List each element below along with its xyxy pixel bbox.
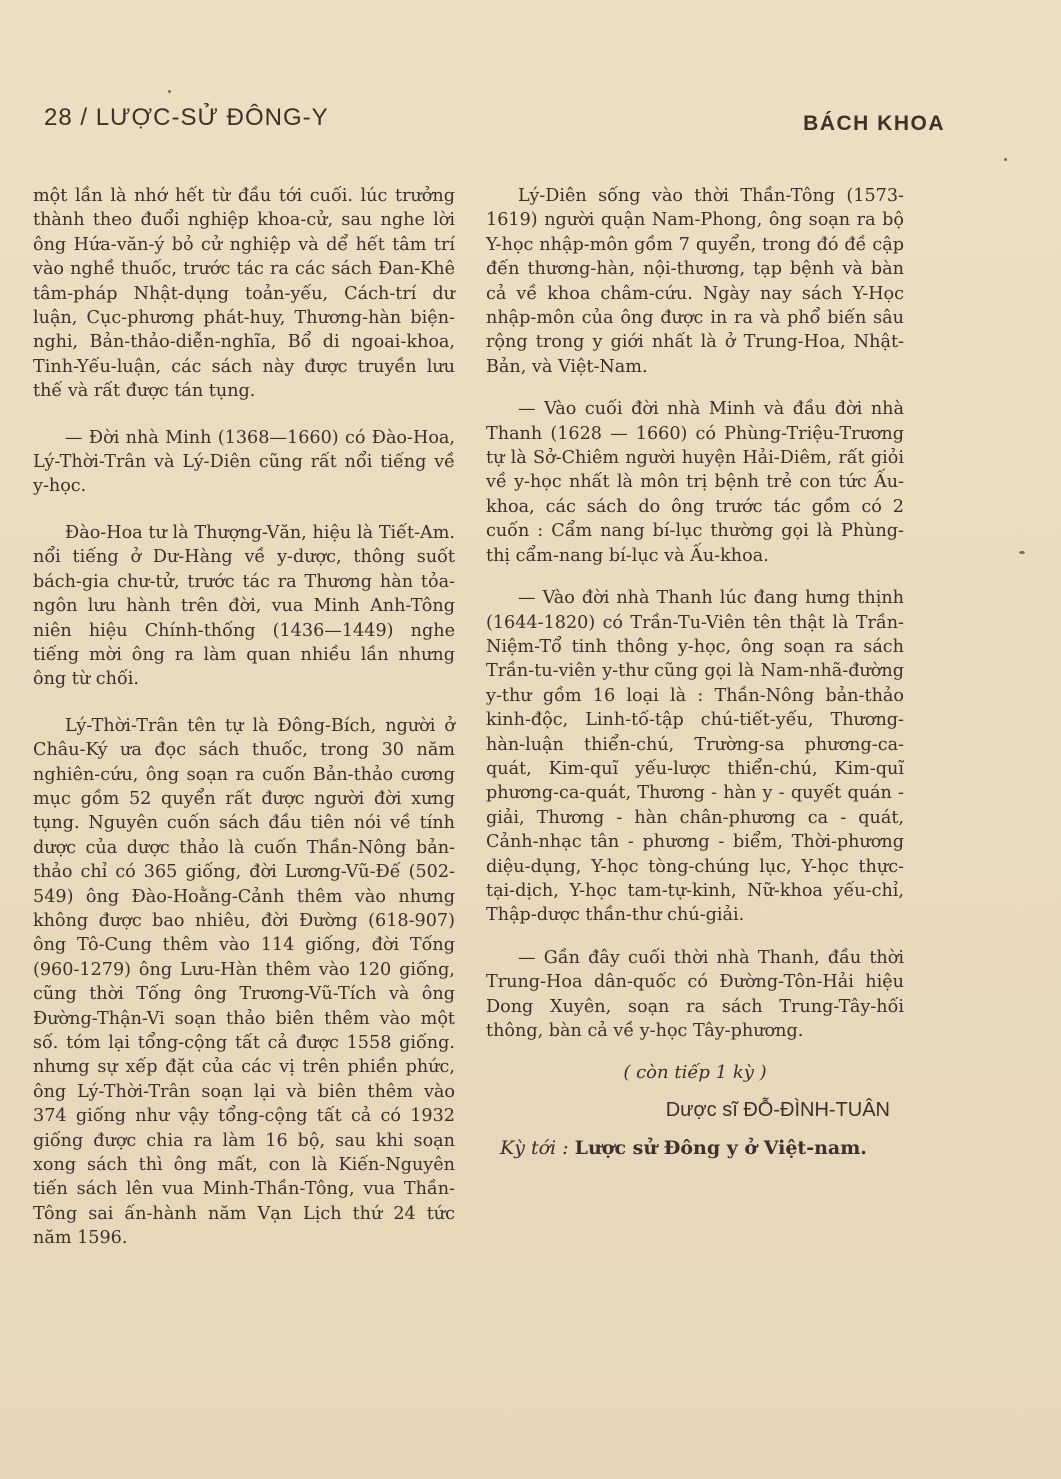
next-issue-label: Kỳ tới : [500,1137,569,1160]
left-column [33,184,455,1273]
running-head [44,104,1061,144]
print-speck [168,90,171,93]
next-issue [500,1136,904,1161]
next-issue-title: Lược sử Đông y ở Việt-nam. [574,1137,867,1160]
author-signature: Dược sĩ ĐỖ-ĐÌNH-TUÂN [665,1098,890,1121]
paragraph: Đào-Hoa tư là Thượng-Văn, hiệu là Tiết-Am. nổi tiếng ở Dư-Hàng về y-dược, thông suốt bách-gia chư-tử, trước tác ra Thương hàn tỏa-ngôn lưu hành trên đời, vua Minh Anh-Tông niên hiệu Chính-thống (1436—1449) nghe tiếng mời ông ra làm quan nhiều lần nhưng ông từ chối. [33,522,455,690]
paragraph: một lần là nhớ hết từ đầu tới cuối. lúc trưởng thành theo đuổi nghiệp khoa-cử, sau nghe lời ông Hứa-văn-ý bỏ cử nghiệp và dể hết tâm trí vào nghề thuốc, trước tác ra các sách Đan-Khê tâm-pháp Nhật-dụng toản-yếu, Cách-trí dư luận, Cục-phương phát-huy, Thương-hàn biện-nghi, Bản-thảo-diễn-nghĩa, Bổ di ngoai-khoa, Tinh-Yếu-luận, các sách này được truyền lưu thế và rất được tán tụng. [33,186,455,402]
page-number-and-title: 28 / LƯỢC-SỬ ĐÔNG-Y [44,104,329,131]
magazine-name: BÁCH KHOA [803,112,945,135]
print-speck [1004,158,1007,161]
paragraph: — Vào cuối đời nhà Minh và đầu đời nhà Thanh (1628 — 1660) có Phùng-Triệu-Trương tự là Sở-Chiêm người huyện Hải-Diêm, rất giỏi về y-học nhất là môn trị bệnh trẻ con tức Ấu-khoa, các sách do ông trước tác gồm có 2 cuốn : Cẩm nang bí-lục thường gọi là Phùng-thị cẩm-nang bí-lục và Ấu-khoa. [486,399,904,566]
paragraph: — Gần đây cuối thời nhà Thanh, đầu thời Trung-Hoa dân-quốc có Đường-Tôn-Hải hiệu Dong Xuyên, soạn ra sách Trung-Tây-hối thông, bàn cả về y-học Tây-phương. [486,947,904,1041]
paragraph: — Đời nhà Minh (1368—1660) có Đào-Hoa, Lý-Thời-Trân và Lý-Diên cũng rất nổi tiếng về y-học. [33,427,455,497]
print-speck [1019,551,1025,554]
paragraph: — Vào đời nhà Thanh lúc đang hưng thịnh (1644-1820) có Trần-Tu-Viên tên thật là Trần-Niệm-Tổ tinh thông y-học, ông soạn ra sách Trần-tu-viên y-thư cũng gọi là Nam-nhã-đường y-thư gồm 16 loại là : Thần-Nông bản-thảo kinh-độc, Linh-tố-tập chú-tiết-yếu, Thương-hàn-luận thiển-chú, Trường-sa phương-ca-quát, Kim-quĩ yếu-lược thiển-chú, Kim-quĩ phương-ca-quát, Thương - hàn y - quyết quán - giải, Thương - hàn chân-phương ca - quát, Cảnh-nhạc tân - phương - biểm, Thời-phương diệu-dụng, Y-học tòng-chúng lục, Y-học thực-tại-dịch, Y-học tam-tự-kinh, Nữ-khoa yếu-chỉ, Thập-dược thần-thư chú-giải. [486,588,904,926]
paragraph: Lý-Diên sống vào thời Thần-Tông (1573-1619) người quận Nam-Phong, ông soạn ra bộ Y-học nhập-môn gồm 7 quyển, trong đó đề cập đến thương-hàn, nội-thương, tạp bệnh và bàn cả về khoa châm-cứu. Ngày nay sách Y-Học nhập-môn của ông được in ra và phổ biến sâu rộng trong y giới nhất là ở Trung-Hoa, Nhật-Bản, và Việt-Nam. [486,186,904,377]
paragraph: Lý-Thời-Trân tên tự là Đông-Bích, người ở Châu-Ký ưa đọc sách thuốc, trong 30 năm nghiên-cứu, ông soạn ra cuốn Bản-thảo cương mục gồm 52 quyển rất được người đời xưng tụng. Nguyên cuốn sách đầu tiên nói về tính dược của dược thảo là cuốn Thần-Nông bản-thảo chỉ có 365 giống, đời Lương-Vũ-Đế (502-549) ông Đào-Hoằng-Cảnh thêm vào nhưng không được bao nhiêu, đời Đường (618-907) ông Tô-Cung thêm vào 114 giống, đời Tống (960-1279) ông Lưu-Hàn thêm vào 120 giống, cũng thời Tống ông Trương-Vũ-Tích và ông Đường-Thận-Vi soạn thảo biên thêm vào một số. tóm lại tổng-cộng tất cả được 1558 giống. nhưng sự xếp đặt của các vị trên phiền phức, ông Lý-Thời-Trân soạn lại và biên thêm vào 374 giống như vậy tổng-cộng tất cả có 1932 giống được chia ra làm 16 bộ, sau khi soạn xong sách thì ông mất, con là Kiến-Nguyên tiến sách lên vua Minh-Thần-Tông, vua Thần-Tông sai ấn-hành năm Vạn Lịch thứ 24 tức năm 1596. [33,715,455,1249]
right-column [486,184,904,1161]
continued-note: ( còn tiếp 1 kỳ ) [623,1062,767,1084]
